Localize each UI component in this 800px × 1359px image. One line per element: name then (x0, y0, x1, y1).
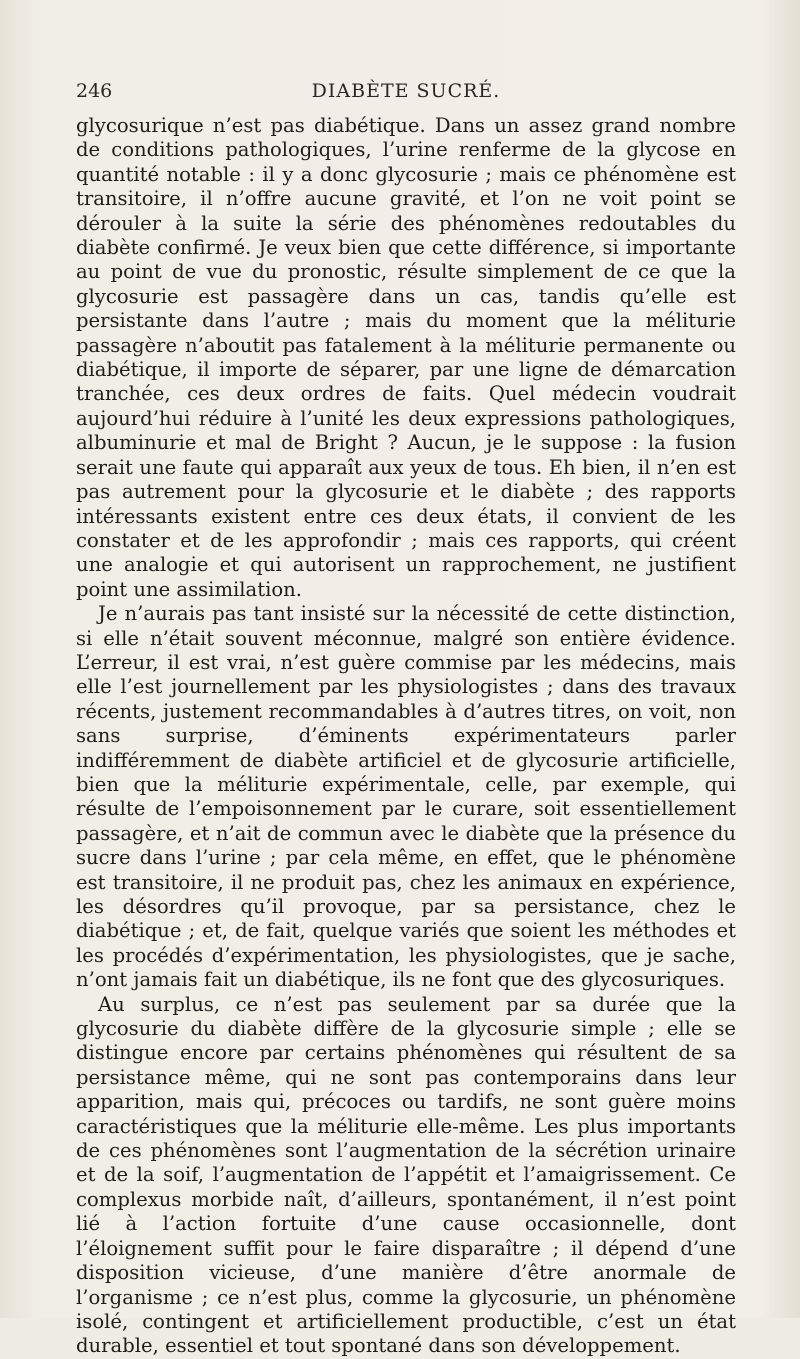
running-head (76, 80, 736, 106)
paragraph: Je n’aurais pas tant insisté sur la nécessité de cette distinction, si elle n’était souvent méconnue, malgré son entière évidence. L’erreur, il est vrai, n’est guère commise par les médecins, mais elle l’est journellement par les physiologistes ; dans des travaux récents, justement recommandables à d’autres titres, on voit, non sans surprise, d’éminents expérimentateurs parler indifféremment de diabète artificiel et de glycosurie artificielle, bien que la méliturie expérimentale, celle, par exemple, qui résulte de l’empoisonnement par le curare, soit essentiellement passagère, et n’ait de commun avec le diabète que la présence du sucre dans l’urine ; par cela même, en effet, que le phénomène est transitoire, il ne produit pas, chez les animaux en expérience, les désordres qu’il provoque, par sa persistance, chez le diabétique ; et, de fait, quelque variés que soient les méthodes et les procédés d’expérimentation, les physiologistes, que je sache, n’ont jamais fait un diabétique, ils ne font que des glycosuriques. (76, 602, 736, 992)
paragraph-continuation: glycosurique n’est pas diabétique. Dans un assez grand nombre de conditions pathologiques, l’urine renferme de la glycose en quantité notable : il y a donc glycosurie ; mais ce phénomène est transitoire, il n’offre aucune gravité, et l’on ne voit point se dérouler à la suite la série des phénomènes redoutables du diabète confirmé. Je veux bien que cette différence, si importante au point de vue du pronostic, résulte simplement de ce que la glycosurie est passagère dans un cas, tandis qu’elle est persistante dans l’autre ; mais du moment que la méliturie passagère n’aboutit pas fatalement à la méliturie permanente ou diabétique, il importe de séparer, par une ligne de démarcation tranchée, ces deux ordres de faits. Quel médecin voudrait aujourd’hui réduire à l’unité les deux expressions pathologiques, albuminurie et mal de Bright ? Aucun, je le suppose : la fusion serait une faute qui apparaît aux yeux de tous. Eh bien, il n’en est pas autrement pour la glycosurie et le diabète ; des rapports intéressants existent entre ces deux états, il convient de les constater et de les approfondir ; mais ces rapports, qui créent une analogie et qui autorisent un rapprochement, ne justifient point une assimilation. (76, 114, 736, 601)
running-title: DIABÈTE SUCRÉ. (311, 80, 501, 102)
page-number: 246 (76, 80, 113, 102)
paragraph: Au surplus, ce n’est pas seulement par sa durée que la glycosurie du diabète diffère de la glycosurie simple ; elle se distingue encore par certains phénomènes qui résultent de sa persistance même, qui ne sont pas contemporains dans leur apparition, mais qui, précoces ou tardifs, ne sont guère moins caractéristiques que la méliturie elle-même. Les plus importants de ces phénomènes sont l’augmentation de la sécrétion urinaire et de la soif, l’augmentation de l’appétit et l’amaigrissement. Ce complexus morbide naît, d’ailleurs, spontanément, il n’est point lié à l’action fortuite d’une cause occasionnelle, dont l’éloignement suffit pour le faire disparaître ; il dépend d’une disposition vicieuse, d’une manière d’être anormale de l’organisme ; ce n’est plus, comme la glycosurie, un phénomène isolé, contingent et artificiellement productible, c’est un état durable, essentiel et tout spontané dans son développement. (76, 992, 736, 1358)
body-text (76, 114, 736, 1359)
